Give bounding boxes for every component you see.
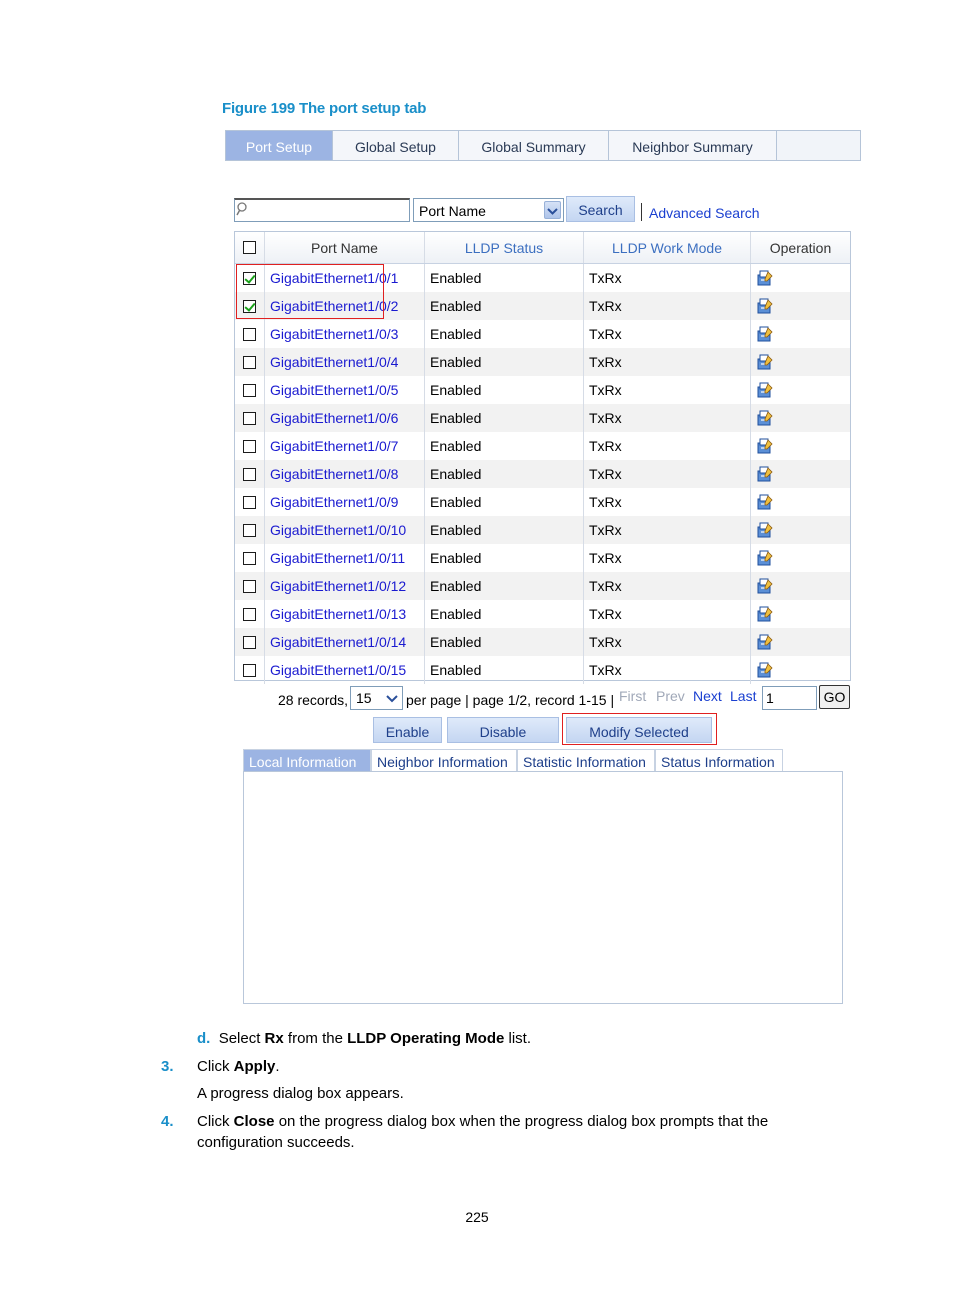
operation-cell xyxy=(751,348,850,376)
edit-icon[interactable] xyxy=(756,269,774,287)
page-number: 225 xyxy=(465,1209,489,1225)
per-page-select[interactable] xyxy=(350,686,403,710)
port-link[interactable]: GigabitEthernet1/0/8 xyxy=(270,466,399,482)
header-select-cell xyxy=(235,232,265,263)
info-tab-bar xyxy=(243,749,783,771)
lldp-work-mode-cell: TxRx xyxy=(584,320,751,348)
lldp-status-cell: Enabled xyxy=(425,264,584,292)
operation-cell xyxy=(751,404,850,432)
lldp-work-mode-cell: TxRx xyxy=(584,460,751,488)
row-select-cell xyxy=(235,348,265,376)
table-row xyxy=(235,376,850,404)
operation-cell xyxy=(751,600,850,628)
edit-icon[interactable] xyxy=(756,325,774,343)
next-page-link[interactable]: Next xyxy=(693,688,722,704)
row-checkbox[interactable] xyxy=(243,608,256,621)
row-select-cell xyxy=(235,516,265,544)
port-link[interactable]: GigabitEthernet1/0/13 xyxy=(270,606,407,622)
port-name-cell xyxy=(265,320,425,348)
row-select-cell xyxy=(235,376,265,404)
step-4-number: 4. xyxy=(161,1113,174,1130)
tab-port-setup[interactable]: Port Setup xyxy=(226,131,333,160)
step-d-bold1: Rx xyxy=(264,1030,284,1047)
edit-icon[interactable] xyxy=(756,381,774,399)
search-field-select[interactable] xyxy=(413,198,564,222)
table-row xyxy=(235,404,850,432)
lldp-status-cell: Enabled xyxy=(425,292,584,320)
tab-neighbor-summary[interactable]: Neighbor Summary xyxy=(609,131,777,160)
row-checkbox[interactable] xyxy=(243,356,256,369)
step-3-text2: . xyxy=(275,1058,280,1075)
tab-statistic-information[interactable]: Statistic Information xyxy=(517,749,655,771)
header-lldp-status[interactable]: LLDP Status xyxy=(425,232,584,263)
enable-button[interactable]: Enable xyxy=(373,717,442,743)
first-page-link[interactable]: First xyxy=(619,688,647,704)
header-operation: Operation xyxy=(769,239,832,256)
figure-caption: Figure 199 The port setup tab xyxy=(222,100,427,117)
lldp-work-mode-cell: TxRx xyxy=(584,292,751,320)
edit-icon[interactable] xyxy=(756,605,774,623)
port-name-cell xyxy=(265,572,425,600)
lldp-status-cell: Enabled xyxy=(425,348,584,376)
step-4 xyxy=(197,1113,837,1130)
step-4-line2: configuration succeeds. xyxy=(197,1134,355,1151)
lldp-status-cell: Enabled xyxy=(425,432,584,460)
operation-cell xyxy=(751,656,850,684)
lldp-status-cell: Enabled xyxy=(425,600,584,628)
lldp-work-mode-cell: TxRx xyxy=(584,432,751,460)
tab-global-summary[interactable]: Global Summary xyxy=(459,131,609,160)
port-link[interactable]: GigabitEthernet1/0/9 xyxy=(270,494,399,510)
lldp-work-mode-cell: TxRx xyxy=(584,572,751,600)
search-input-box[interactable] xyxy=(234,198,410,222)
advanced-search-link[interactable]: Advanced Search xyxy=(649,205,760,221)
step-4-bold1: Close xyxy=(233,1113,275,1130)
lldp-work-mode-cell: TxRx xyxy=(584,348,751,376)
edit-icon[interactable] xyxy=(756,465,774,483)
table-row xyxy=(235,460,850,488)
port-link[interactable]: GigabitEthernet1/0/7 xyxy=(270,438,399,454)
chevron-down-icon[interactable] xyxy=(384,689,400,707)
row-checkbox[interactable] xyxy=(243,524,256,537)
row-checkbox[interactable] xyxy=(243,412,256,425)
tab-status-information[interactable]: Status Information xyxy=(655,749,783,771)
table-row xyxy=(235,656,850,684)
row-checkbox[interactable] xyxy=(243,384,256,397)
row-checkbox[interactable] xyxy=(243,552,256,565)
edit-icon[interactable] xyxy=(756,577,774,595)
port-name-cell xyxy=(265,460,425,488)
row-select-cell xyxy=(235,460,265,488)
row-checkbox[interactable] xyxy=(243,636,256,649)
edit-icon[interactable] xyxy=(756,409,774,427)
lldp-status-cell: Enabled xyxy=(425,544,584,572)
port-table xyxy=(234,231,851,681)
port-link[interactable]: GigabitEthernet1/0/4 xyxy=(270,354,399,370)
operation-cell xyxy=(751,488,850,516)
port-link[interactable]: GigabitEthernet1/0/12 xyxy=(270,578,407,594)
row-select-cell xyxy=(235,572,265,600)
step-d-number: d. xyxy=(197,1030,211,1047)
row-checkbox[interactable] xyxy=(243,300,256,313)
operation-cell xyxy=(751,376,850,404)
separator xyxy=(641,203,642,221)
port-name-cell xyxy=(265,656,425,684)
last-page-link[interactable]: Last xyxy=(730,688,757,704)
row-select-cell xyxy=(235,628,265,656)
step-3-text1: Click xyxy=(197,1058,234,1075)
table-row xyxy=(235,600,850,628)
row-checkbox[interactable] xyxy=(243,580,256,593)
row-checkbox[interactable] xyxy=(243,496,256,509)
port-link[interactable]: GigabitEthernet1/0/3 xyxy=(270,326,399,342)
lldp-work-mode-cell: TxRx xyxy=(584,628,751,656)
edit-icon[interactable] xyxy=(756,661,774,679)
port-name-cell xyxy=(265,628,425,656)
table-row xyxy=(235,572,850,600)
lldp-work-mode-cell: TxRx xyxy=(584,600,751,628)
table-row xyxy=(235,292,850,320)
chevron-down-icon[interactable] xyxy=(544,201,561,219)
row-checkbox[interactable] xyxy=(243,468,256,481)
search-icon xyxy=(236,201,250,217)
search-field-value: Port Name xyxy=(419,203,486,219)
tab-neighbor-information[interactable]: Neighbor Information xyxy=(371,749,517,771)
step-d xyxy=(197,1030,531,1047)
tab-local-information[interactable]: Local Information xyxy=(243,749,371,771)
prev-page-link[interactable]: Prev xyxy=(656,688,685,704)
edit-icon[interactable] xyxy=(756,493,774,511)
step-4-text1: Click xyxy=(197,1113,234,1130)
lldp-status-cell: Enabled xyxy=(425,628,584,656)
port-name-cell xyxy=(265,516,425,544)
lldp-status-cell: Enabled xyxy=(425,460,584,488)
port-name-cell xyxy=(265,348,425,376)
port-link[interactable]: GigabitEthernet1/0/1 xyxy=(270,270,399,286)
port-name-cell xyxy=(265,376,425,404)
operation-cell xyxy=(751,516,850,544)
step-4-text2: on the progress dialog box when the progress dialog box prompts that the xyxy=(274,1113,769,1130)
operation-cell xyxy=(751,292,850,320)
search-button[interactable]: Search xyxy=(566,196,635,222)
lldp-work-mode-cell: TxRx xyxy=(584,264,751,292)
table-header xyxy=(235,232,850,264)
table-row xyxy=(235,544,850,572)
port-link[interactable]: GigabitEthernet1/0/15 xyxy=(270,662,407,678)
lldp-work-mode-cell: TxRx xyxy=(584,656,751,684)
table-row xyxy=(235,628,850,656)
row-select-cell xyxy=(235,432,265,460)
port-link[interactable]: GigabitEthernet1/0/5 xyxy=(270,382,399,398)
step-3-number: 3. xyxy=(161,1058,174,1075)
per-page-value: 15 xyxy=(356,690,372,706)
info-panel xyxy=(243,771,843,1004)
lldp-status-cell: Enabled xyxy=(425,516,584,544)
row-select-cell xyxy=(235,320,265,348)
edit-icon[interactable] xyxy=(756,297,774,315)
records-count: 28 records, xyxy=(278,692,349,708)
lldp-status-cell: Enabled xyxy=(425,376,584,404)
port-name-cell xyxy=(265,544,425,572)
table-row xyxy=(235,320,850,348)
port-link[interactable]: GigabitEthernet1/0/10 xyxy=(270,522,407,538)
table-row xyxy=(235,432,850,460)
lldp-work-mode-cell: TxRx xyxy=(584,376,751,404)
port-name-cell xyxy=(265,432,425,460)
row-select-cell xyxy=(235,600,265,628)
port-name-cell xyxy=(265,292,425,320)
operation-cell xyxy=(751,572,850,600)
row-checkbox[interactable] xyxy=(243,272,256,285)
row-select-cell xyxy=(235,488,265,516)
page-summary: per page | page 1/2, record 1-15 | xyxy=(406,692,615,708)
lldp-status-cell: Enabled xyxy=(425,320,584,348)
edit-icon[interactable] xyxy=(756,633,774,651)
operation-cell xyxy=(751,544,850,572)
edit-icon[interactable] xyxy=(756,353,774,371)
step-3-bold1: Apply xyxy=(233,1058,276,1075)
edit-icon[interactable] xyxy=(756,549,774,567)
row-select-cell xyxy=(235,292,265,320)
row-select-cell xyxy=(235,404,265,432)
port-name-cell xyxy=(265,404,425,432)
row-checkbox[interactable] xyxy=(243,328,256,341)
operation-cell xyxy=(751,432,850,460)
step-3 xyxy=(197,1058,280,1075)
edit-icon[interactable] xyxy=(756,521,774,539)
lldp-work-mode-cell: TxRx xyxy=(584,404,751,432)
port-name-cell xyxy=(265,600,425,628)
operation-cell xyxy=(751,628,850,656)
lldp-status-cell: Enabled xyxy=(425,404,584,432)
disable-button[interactable]: Disable xyxy=(447,717,559,743)
port-name-cell xyxy=(265,488,425,516)
edit-icon[interactable] xyxy=(756,437,774,455)
operation-cell xyxy=(751,320,850,348)
modify-selected-button[interactable]: Modify Selected xyxy=(566,717,712,743)
table-row xyxy=(235,348,850,376)
step-d-bold2: LLDP Operating Mode xyxy=(347,1030,505,1047)
port-link[interactable]: GigabitEthernet1/0/14 xyxy=(270,634,407,650)
row-select-cell xyxy=(235,264,265,292)
port-link[interactable]: GigabitEthernet1/0/2 xyxy=(270,298,399,314)
row-checkbox[interactable] xyxy=(243,664,256,677)
step-d-text3: list. xyxy=(504,1030,531,1047)
port-link[interactable]: GigabitEthernet1/0/11 xyxy=(270,550,406,566)
step-3-subtext: A progress dialog box appears. xyxy=(197,1085,404,1102)
step-d-text2: from the xyxy=(283,1030,348,1047)
port-link[interactable]: GigabitEthernet1/0/6 xyxy=(270,410,399,426)
search-input[interactable] xyxy=(255,200,405,220)
tab-global-setup[interactable]: Global Setup xyxy=(333,131,459,160)
port-name-cell xyxy=(265,264,425,292)
lldp-work-mode-cell: TxRx xyxy=(584,488,751,516)
table-row xyxy=(235,488,850,516)
row-checkbox[interactable] xyxy=(243,440,256,453)
select-all-checkbox[interactable] xyxy=(243,241,256,254)
operation-cell xyxy=(751,264,850,292)
top-tab-bar xyxy=(225,130,861,161)
table-row xyxy=(235,516,850,544)
go-button[interactable]: GO xyxy=(819,685,850,709)
operation-cell xyxy=(751,460,850,488)
lldp-work-mode-cell: TxRx xyxy=(584,516,751,544)
table-row xyxy=(235,264,850,292)
lldp-status-cell: Enabled xyxy=(425,656,584,684)
row-select-cell xyxy=(235,656,265,684)
lldp-work-mode-cell: TxRx xyxy=(584,544,751,572)
lldp-status-cell: Enabled xyxy=(425,488,584,516)
header-lldp-work-mode[interactable]: LLDP Work Mode xyxy=(584,232,751,263)
row-select-cell xyxy=(235,544,265,572)
lldp-status-cell: Enabled xyxy=(425,572,584,600)
goto-page-input[interactable]: 1 xyxy=(762,686,817,710)
header-port-name[interactable]: Port Name xyxy=(265,232,425,263)
step-d-text1: Select xyxy=(218,1030,265,1047)
